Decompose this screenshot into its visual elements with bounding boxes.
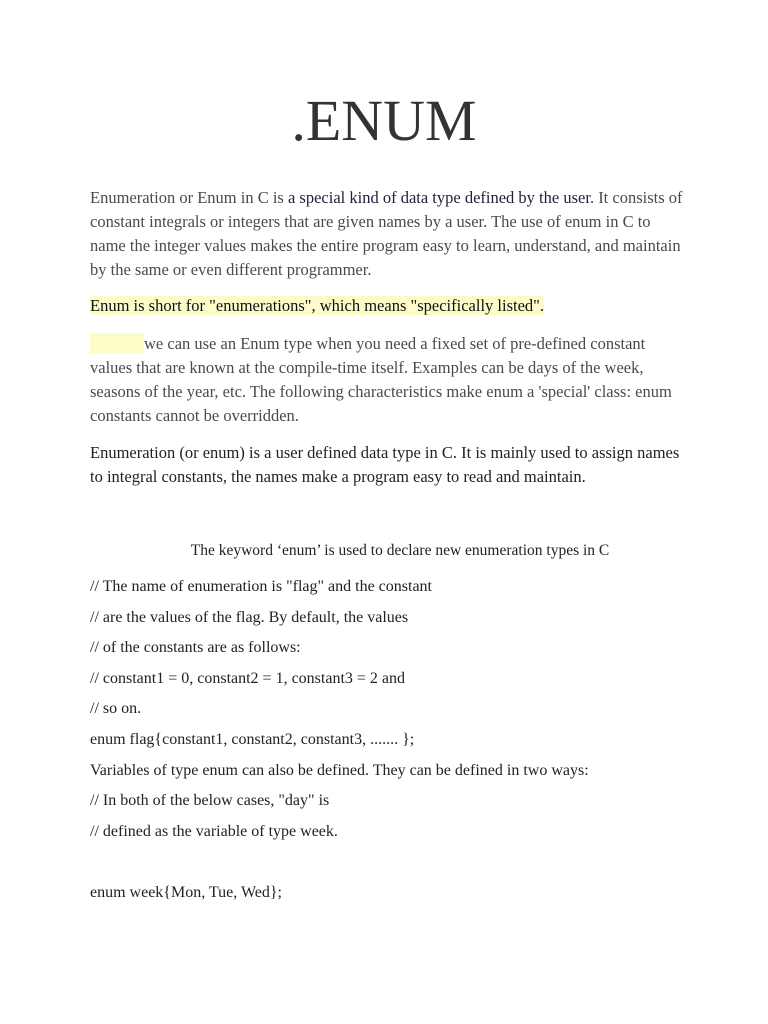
intro-paragraph (90, 186, 686, 282)
code-line: // defined as the variable of type week. (90, 823, 338, 840)
keyword-caption: The keyword ‘enum’ is used to declare new enumeration types in C (190, 542, 610, 559)
usage-paragraph (90, 332, 686, 428)
code-line: // so on. (90, 700, 142, 717)
page-title: .ENUM (291, 88, 477, 153)
intro-lead: Enumeration or Enum in C is (90, 188, 288, 207)
highlight-blank (90, 333, 144, 353)
code-line: // In both of the below cases, "day" is (90, 792, 330, 809)
code-line: // constant1 = 0, constant2 = 1, constant3 = 2 and (90, 670, 406, 687)
code-line: enum week{Mon, Tue, Wed}; (90, 884, 282, 901)
highlighted-text: Enum is short for "enumerations", which means "specifically listed". (90, 296, 545, 315)
code-line: // are the values of the flag. By default, the values (90, 609, 409, 626)
intro-emphasis: a special kind of data type defined by the user (287, 188, 590, 207)
code-line: enum flag{constant1, constant2, constant3, ....... }; (90, 731, 415, 748)
usage-text: we can use an Enum type when you need a fixed set of pre-defined constant values that are known at the compile-time itself. Examples can be days of the week, seasons of the year, etc. The following characteristics make enum a 'special' class: enum constants cannot be overridden. (90, 334, 672, 425)
definition-paragraph: Enumeration (or enum) is a user defined data type in C. It is mainly used to assign names to integral constants, the names make a program easy to read and maintain. (90, 443, 680, 486)
code-line: Variables of type enum can also be defined. They can be defined in two ways: (90, 762, 589, 779)
intro-rest: . It consists of constant integrals or integers that are given names by a user. The use of enum in C to name the integer values makes the entire program easy to learn, understand, and maintain by the same or even different programmer. (90, 188, 683, 279)
code-line: // of the constants are as follows: (90, 639, 301, 656)
code-line: // The name of enumeration is "flag" and the constant (90, 578, 432, 595)
highlighted-paragraph (90, 294, 686, 318)
